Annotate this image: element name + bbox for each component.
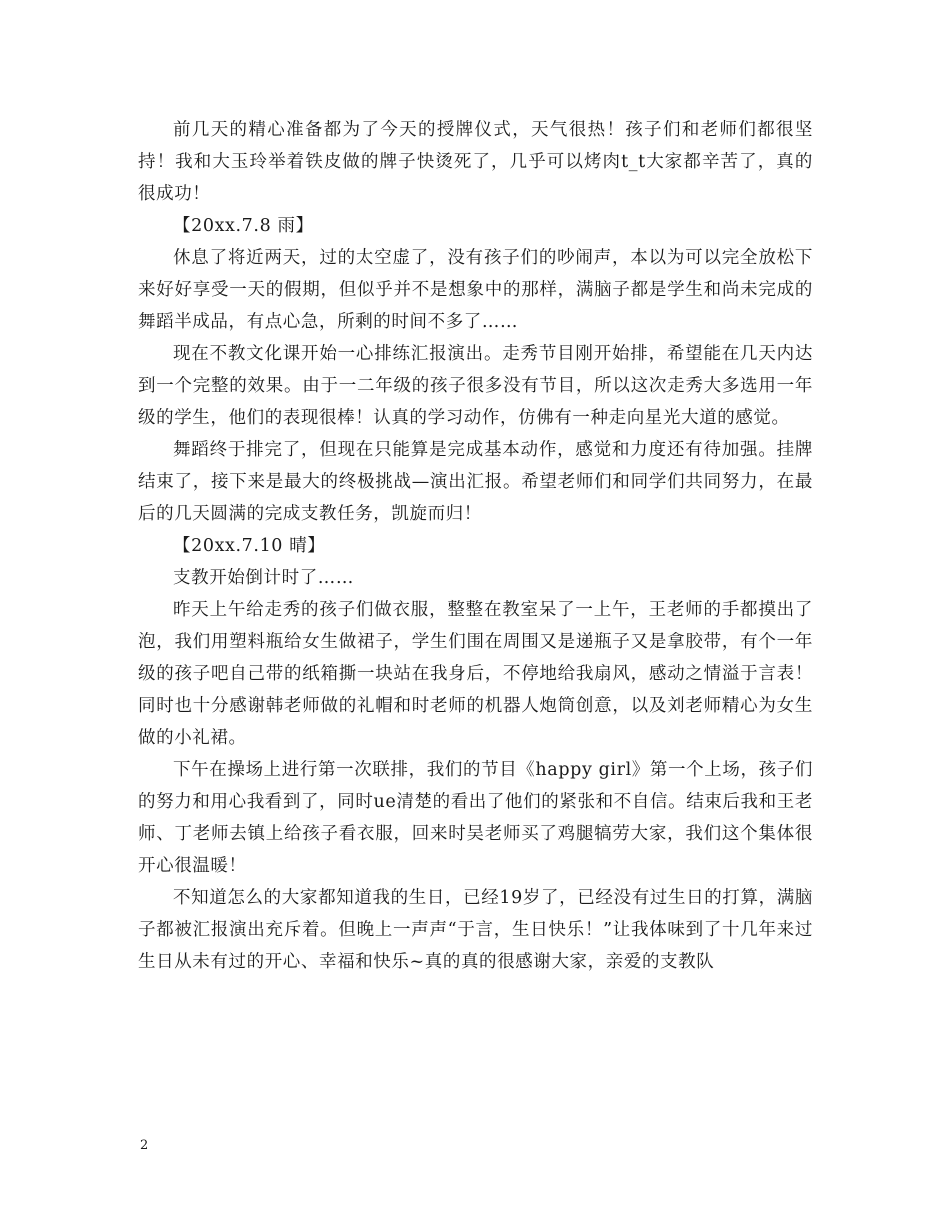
diary-date-heading: 【20xx.7.10 晴】 (173, 536, 326, 556)
paragraph-birthday: 不知道怎么的大家都知道我的生日，已经19岁了，已经没有过生日的打算，满脑子都被汇报演出充斥着。但晚上一声声“于言，生日快乐！”让我体味到了十几年来过生日从未有过的开心、幸福和快乐~真的真的很感谢大家，亲爱的支教队 (138, 888, 813, 972)
paragraph-costumes: 昨天上午给走秀的孩子们做衣服，整整在教室呆了一上午，王老师的手都摸出了泡，我们用塑料瓶给女生做裙子，学生们围在周围又是递瓶子又是拿胶带，有个一年级的孩子吧自己带的纸箱撕一块站在我身后，不停地给我扇风，感动之情溢于言表！同时也十分感谢韩老师做的礼帽和时老师的机器人炮筒创意，以及刘老师精心为女生做的小礼裙。 (138, 600, 813, 748)
paragraph-ceremony: 前几天的精心准备都为了今天的授牌仪式，天气很热！孩子们和老师们都很坚持！我和大玉玲举着铁皮做的牌子快烫死了，几乎可以烤肉t_t大家都辛苦了，真的很成功！ (138, 120, 813, 204)
paragraph-countdown: 支教开始倒计时了…… (173, 568, 354, 588)
paragraph-rehearsal: 现在不教文化课开始一心排练汇报演出。走秀节目刚开始排，希望能在几天内达到一个完整的效果。由于一二年级的孩子很多没有节目，所以这次走秀大多选用一年级的学生，他们的表现很棒！认真的学习动作，仿佛有一种走向星光大道的感觉。 (138, 344, 813, 428)
paragraph-rest-days: 休息了将近两天，过的太空虚了，没有孩子们的吵闹声，本以为可以完全放松下来好好享受一天的假期，但似乎并不是想象中的那样，满脑子都是学生和尚未完成的舞蹈半成品，有点心急，所剩的时间不多了…… (138, 248, 813, 332)
paragraph-dance: 舞蹈终于排完了，但现在只能算是完成基本动作，感觉和力度还有待加强。挂牌结束了，接下来是最大的终极挑战—演出汇报。希望老师们和同学们共同努力，在最后的几天圆满的完成支教任务，凯旋而归！ (138, 440, 813, 524)
paragraph-first-run: 下午在操场上进行第一次联排，我们的节目《happy girl》第一个上场，孩子们的努力和用心我看到了，同时ue清楚的看出了他们的紧张和不自信。结束后我和王老师、丁老师去镇上给孩子看衣服，回来时吴老师买了鸡腿犒劳大家，我们这个集体很开心很温暖！ (138, 760, 813, 876)
body-text (138, 114, 813, 978)
diary-date-heading: 【20xx.7.8 雨】 (173, 216, 314, 236)
page-number: 2 (140, 1138, 149, 1153)
